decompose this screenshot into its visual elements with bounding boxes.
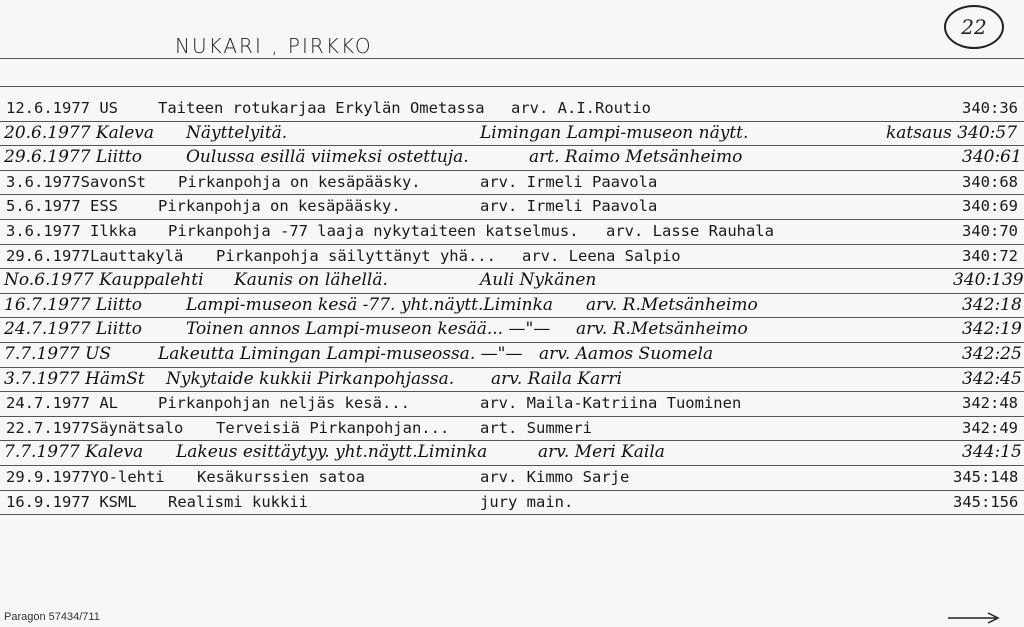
entry-author: arv. Kimmo Sarje (480, 468, 630, 486)
ruled-line (0, 58, 1024, 59)
entry-reference: 345:156 (953, 493, 1019, 511)
entry-reference: 342:19 (962, 319, 1022, 339)
list-item (0, 416, 1024, 441)
list-item (0, 391, 1024, 416)
entry-title: Terveisiä Pirkanpohjan... (216, 419, 450, 437)
entry-title: Toinen annos Lampi-museon kesää... —"— (186, 319, 551, 339)
entry-date: No.6.1977 Kauppalehti (4, 270, 204, 290)
list-item (0, 293, 1024, 318)
ruled-line (0, 86, 1024, 87)
list-item (0, 145, 1024, 170)
entry-author: arv. Raila Karri (491, 369, 622, 389)
card-number-circle: 22 (944, 5, 1004, 49)
entry-reference: 345:148 (953, 468, 1019, 486)
entry-reference: 342:48 (962, 394, 1018, 412)
entry-title: Lakeutta Limingan Lampi-museossa. —"— (158, 344, 523, 364)
entry-author: arv. R.Metsänheimo (576, 319, 748, 339)
entry-reference: 340:72 (962, 247, 1018, 265)
list-item (0, 367, 1024, 392)
list-item (0, 96, 1024, 121)
entry-title: Kaunis on lähellä. (234, 270, 388, 290)
entry-author: arv. Leena Salpio (522, 247, 681, 265)
entry-reference: 340:69 (962, 197, 1018, 215)
list-item (0, 490, 1024, 515)
entry-author: art. Raimo Metsänheimo (529, 147, 743, 167)
card-header-name: NUKARI , PIRKKO (175, 34, 373, 58)
entry-title: Taiteen rotukarjaa Erkylän Ometassa (158, 99, 485, 117)
list-item (0, 194, 1024, 219)
printer-mark: Paragon 57434/711 (4, 611, 100, 623)
entry-author: jury main. (480, 493, 574, 511)
entry-author: arv. Maila-Katriina Tuominen (480, 394, 742, 412)
list-item (0, 317, 1024, 342)
entry-title: Pirkanpohja -77 laaja nykytaiteen katselmus. (168, 222, 579, 240)
entry-title: Lakeus esittäytyy. yht.näytt.Liminka (176, 442, 488, 462)
arrow-right-icon (946, 612, 1002, 624)
entry-title: Pirkanpohjan neljäs kesä... (158, 394, 410, 412)
list-item (0, 440, 1024, 465)
entry-title: Realismi kukkii (168, 493, 308, 511)
entry-date: 29.9.1977YO-lehti (6, 468, 165, 486)
entry-date: 29.6.1977 Liitto (4, 147, 142, 167)
entry-author: arv. R.Metsänheimo (586, 295, 758, 315)
list-item (0, 342, 1024, 367)
entry-author: arv. A.I.Routio (511, 99, 651, 117)
entry-date: 16.9.1977 KSML (6, 493, 137, 511)
entry-date: 3.6.1977SavonSt (6, 173, 146, 191)
entry-author: arv. Irmeli Paavola (480, 197, 658, 215)
entry-title: Pirkanpohja on kesäpääsky. (158, 197, 401, 215)
entry-date: 24.7.1977 AL (6, 394, 118, 412)
list-item (0, 121, 1024, 146)
list-item (0, 465, 1024, 490)
list-item (0, 170, 1024, 195)
entry-reference: 340:36 (962, 99, 1018, 117)
entry-date: 3.6.1977 Ilkka (6, 222, 137, 240)
entry-title: Pirkanpohja säilyttänyt yhä... (216, 247, 496, 265)
entry-reference: 340:139 (953, 270, 1024, 290)
entry-reference: 342:18 (962, 295, 1022, 315)
entry-reference: 340:68 (962, 173, 1018, 191)
entry-title: Oulussa esillä viimeksi ostettuja. (186, 147, 469, 167)
entry-reference: 344:15 (962, 442, 1022, 462)
entry-date: 7.7.1977 US (4, 344, 112, 364)
entry-date: 12.6.1977 US (6, 99, 118, 117)
list-item (0, 219, 1024, 244)
entry-date: 3.7.1977 HämSt (4, 369, 145, 389)
entry-date: 5.6.1977 ESS (6, 197, 118, 215)
entry-author: arv. Meri Kaila (538, 442, 665, 462)
entry-date: 7.7.1977 Kaleva (4, 442, 144, 462)
entry-title: Nykytaide kukkii Pirkanpohjassa. (166, 369, 455, 389)
entry-title: Pirkanpohja on kesäpääsky. (178, 173, 421, 191)
entry-author: Auli Nykänen (480, 270, 597, 290)
entry-date: 24.7.1977 Liitto (4, 319, 142, 339)
entry-reference: 342:25 (962, 344, 1022, 364)
entry-reference: 342:45 (962, 369, 1022, 389)
entry-author: Limingan Lampi-museon näytt. (480, 123, 749, 143)
entry-date: 29.6.1977Lauttakylä (6, 247, 184, 265)
list-item (0, 244, 1024, 269)
entry-title: Lampi-museon kesä -77. yht.näytt.Liminka (186, 295, 554, 315)
entry-reference: 342:49 (962, 419, 1018, 437)
entry-author: arv. Lasse Rauhala (606, 222, 774, 240)
entry-date: 20.6.1977 Kaleva (4, 123, 154, 143)
list-item (0, 268, 1024, 293)
entry-author: arv. Aamos Suomela (539, 344, 714, 364)
entry-date: 16.7.1977 Liitto (4, 295, 142, 315)
entry-reference: katsaus 340:57 (886, 123, 1018, 143)
entry-reference: 340:70 (962, 222, 1018, 240)
entry-title: Kesäkurssien satoa (197, 468, 365, 486)
entry-reference: 340:61 (962, 147, 1022, 167)
entry-author: arv. Irmeli Paavola (480, 173, 658, 191)
entry-date: 22.7.1977Säynätsalo (6, 419, 184, 437)
entry-author: art. Summeri (480, 419, 592, 437)
entry-title: Näyttelyitä. (186, 123, 288, 143)
